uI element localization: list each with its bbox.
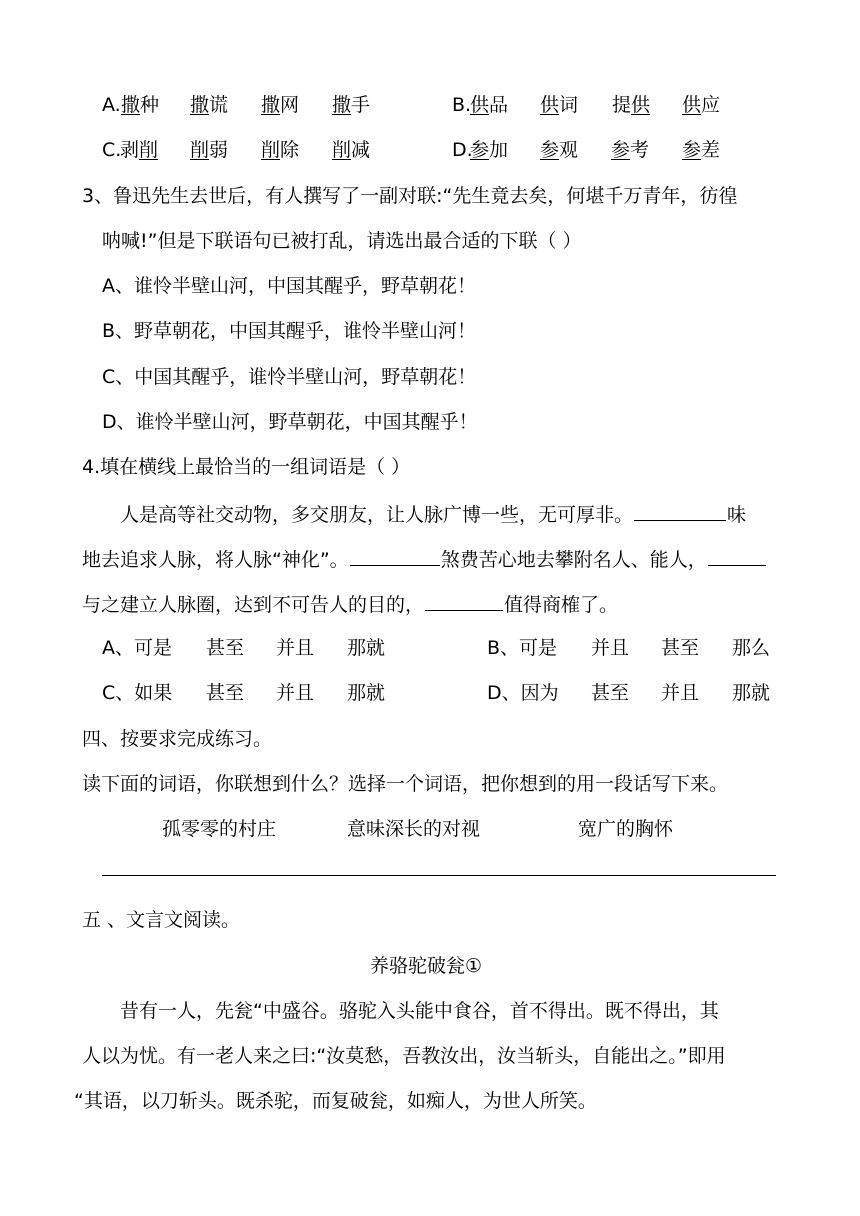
q4-option-b-3: 甚至	[661, 637, 700, 659]
section-4-word-1: 孤零零的村庄	[162, 818, 277, 840]
q2-option-a-word-4: 撒手	[332, 94, 371, 116]
section-5-heading: 五 、文言文阅读。	[82, 909, 241, 931]
q4-option-a-2: 甚至	[206, 637, 245, 659]
q2-option-d-word-3: 参考	[611, 139, 650, 161]
q3-option-a: A、谁怜半壁山河，中国其醒乎，野草朝花！	[102, 275, 476, 297]
q4-option-c-3: 并且	[276, 682, 315, 704]
q2-option-b-word-4: 供应	[682, 94, 721, 116]
section-4-word-2: 意味深长的对视	[347, 818, 481, 840]
q4-blank-4	[425, 590, 503, 611]
q2-option-b-word-2: 供词	[540, 94, 579, 116]
section-4-heading: 四、按要求完成练习。	[82, 728, 273, 750]
q4-blank-2	[350, 545, 440, 566]
q4-option-b-2: 并且	[591, 637, 630, 659]
q2-option-c-word-1: 剥削	[120, 139, 159, 161]
q2-option-b-word-3: 提供	[612, 94, 651, 116]
q2-option-d-word-2: 参观	[540, 139, 579, 161]
q2-option-b-prefix: B.	[452, 94, 472, 116]
q4-option-a-1: A、可是	[102, 637, 172, 659]
q4-option-b-1: B、可是	[487, 637, 558, 659]
q2-option-a-word-3: 撒网	[261, 94, 300, 116]
q3-option-c: C、中国其醒乎，谁怜半壁山河，野草朝花！	[102, 366, 477, 388]
q2-option-c-word-2: 削弱	[190, 139, 229, 161]
q4-option-c-4: 那就	[347, 682, 386, 704]
passage-line-3: “其语，以刀斩头。既杀驼，而复破瓮，如痴人，为世人所笑。	[74, 1090, 597, 1112]
q2-option-a-prefix: A.	[102, 94, 121, 116]
q2-option-c-word-4: 削减	[332, 139, 371, 161]
passage-line-1: 昔有一人，先瓮“中盛谷。骆驼入头能中食谷，首不得出。既不得出，其	[120, 1000, 719, 1022]
q4-option-a-4: 那就	[347, 637, 386, 659]
q4-option-a-3: 并且	[276, 637, 315, 659]
q4-passage-line-3: 与之建立人脉圈，达到不可告人的目的， 值得商榷了。	[82, 590, 618, 618]
q2-option-a-word-1: 撒种	[121, 94, 160, 116]
q4-option-c-2: 甚至	[206, 682, 245, 704]
q2-option-c-word-3: 削除	[261, 139, 300, 161]
q4-option-b-4: 那么	[732, 637, 771, 659]
q2-option-a-word-2: 撒谎	[190, 94, 229, 116]
q3-stem-line-1: 3、鲁迅先生去世后，有人撰写了一副对联:“先生竟去矣，何堪千万青年，彷徨	[82, 185, 738, 207]
q4-blank-1	[634, 500, 726, 521]
q3-option-d: D、谁怜半壁山河，野草朝花，中国其醒乎！	[102, 411, 478, 433]
section-4-instruction: 读下面的词语，你联想到什么？选择一个词语，把你想到的用一段话写下来。	[82, 773, 729, 795]
answer-line[interactable]	[102, 875, 776, 876]
q2-option-d-prefix: D.	[452, 139, 473, 161]
q4-blank-3	[708, 545, 766, 566]
q2-option-d-word-1: 参加	[470, 139, 509, 161]
q4-passage-line-2: 地去追求人脉，将人脉“神化”。 煞费苦心地去攀附名人、能人，	[82, 545, 767, 573]
q2-option-b-word-1: 供品	[470, 94, 509, 116]
passage-line-2: 人以为忧。有一老人来之曰:“汝莫愁，吾教汝出，汝当斩头，自能出之。”即用	[82, 1045, 726, 1067]
q3-stem-line-2: 呐喊!”但是下联语句已被打乱，请选出最合适的下联（ ）	[102, 230, 582, 252]
section-4-word-3: 宽广的胸怀	[578, 818, 674, 840]
q4-option-d-3: 并且	[661, 682, 700, 704]
q4-option-d-4: 那就	[732, 682, 771, 704]
q4-option-c-1: C、如果	[102, 682, 173, 704]
q3-option-b: B、野草朝花，中国其醒乎，谁怜半壁山河！	[102, 320, 477, 342]
q4-option-d-2: 甚至	[591, 682, 630, 704]
q4-stem: 4.填在横线上最恰当的一组词语是（ ）	[82, 456, 411, 478]
q2-option-c-prefix: C.	[102, 139, 122, 161]
q2-option-d-word-4: 参差	[682, 139, 721, 161]
q4-option-d-1: D、因为	[487, 682, 559, 704]
passage-title: 养骆驼破瓮①	[370, 955, 483, 977]
q4-passage-line-1: 人是高等社交动物，多交朋友，让人脉广博一些，无可厚非。 味	[120, 500, 746, 528]
